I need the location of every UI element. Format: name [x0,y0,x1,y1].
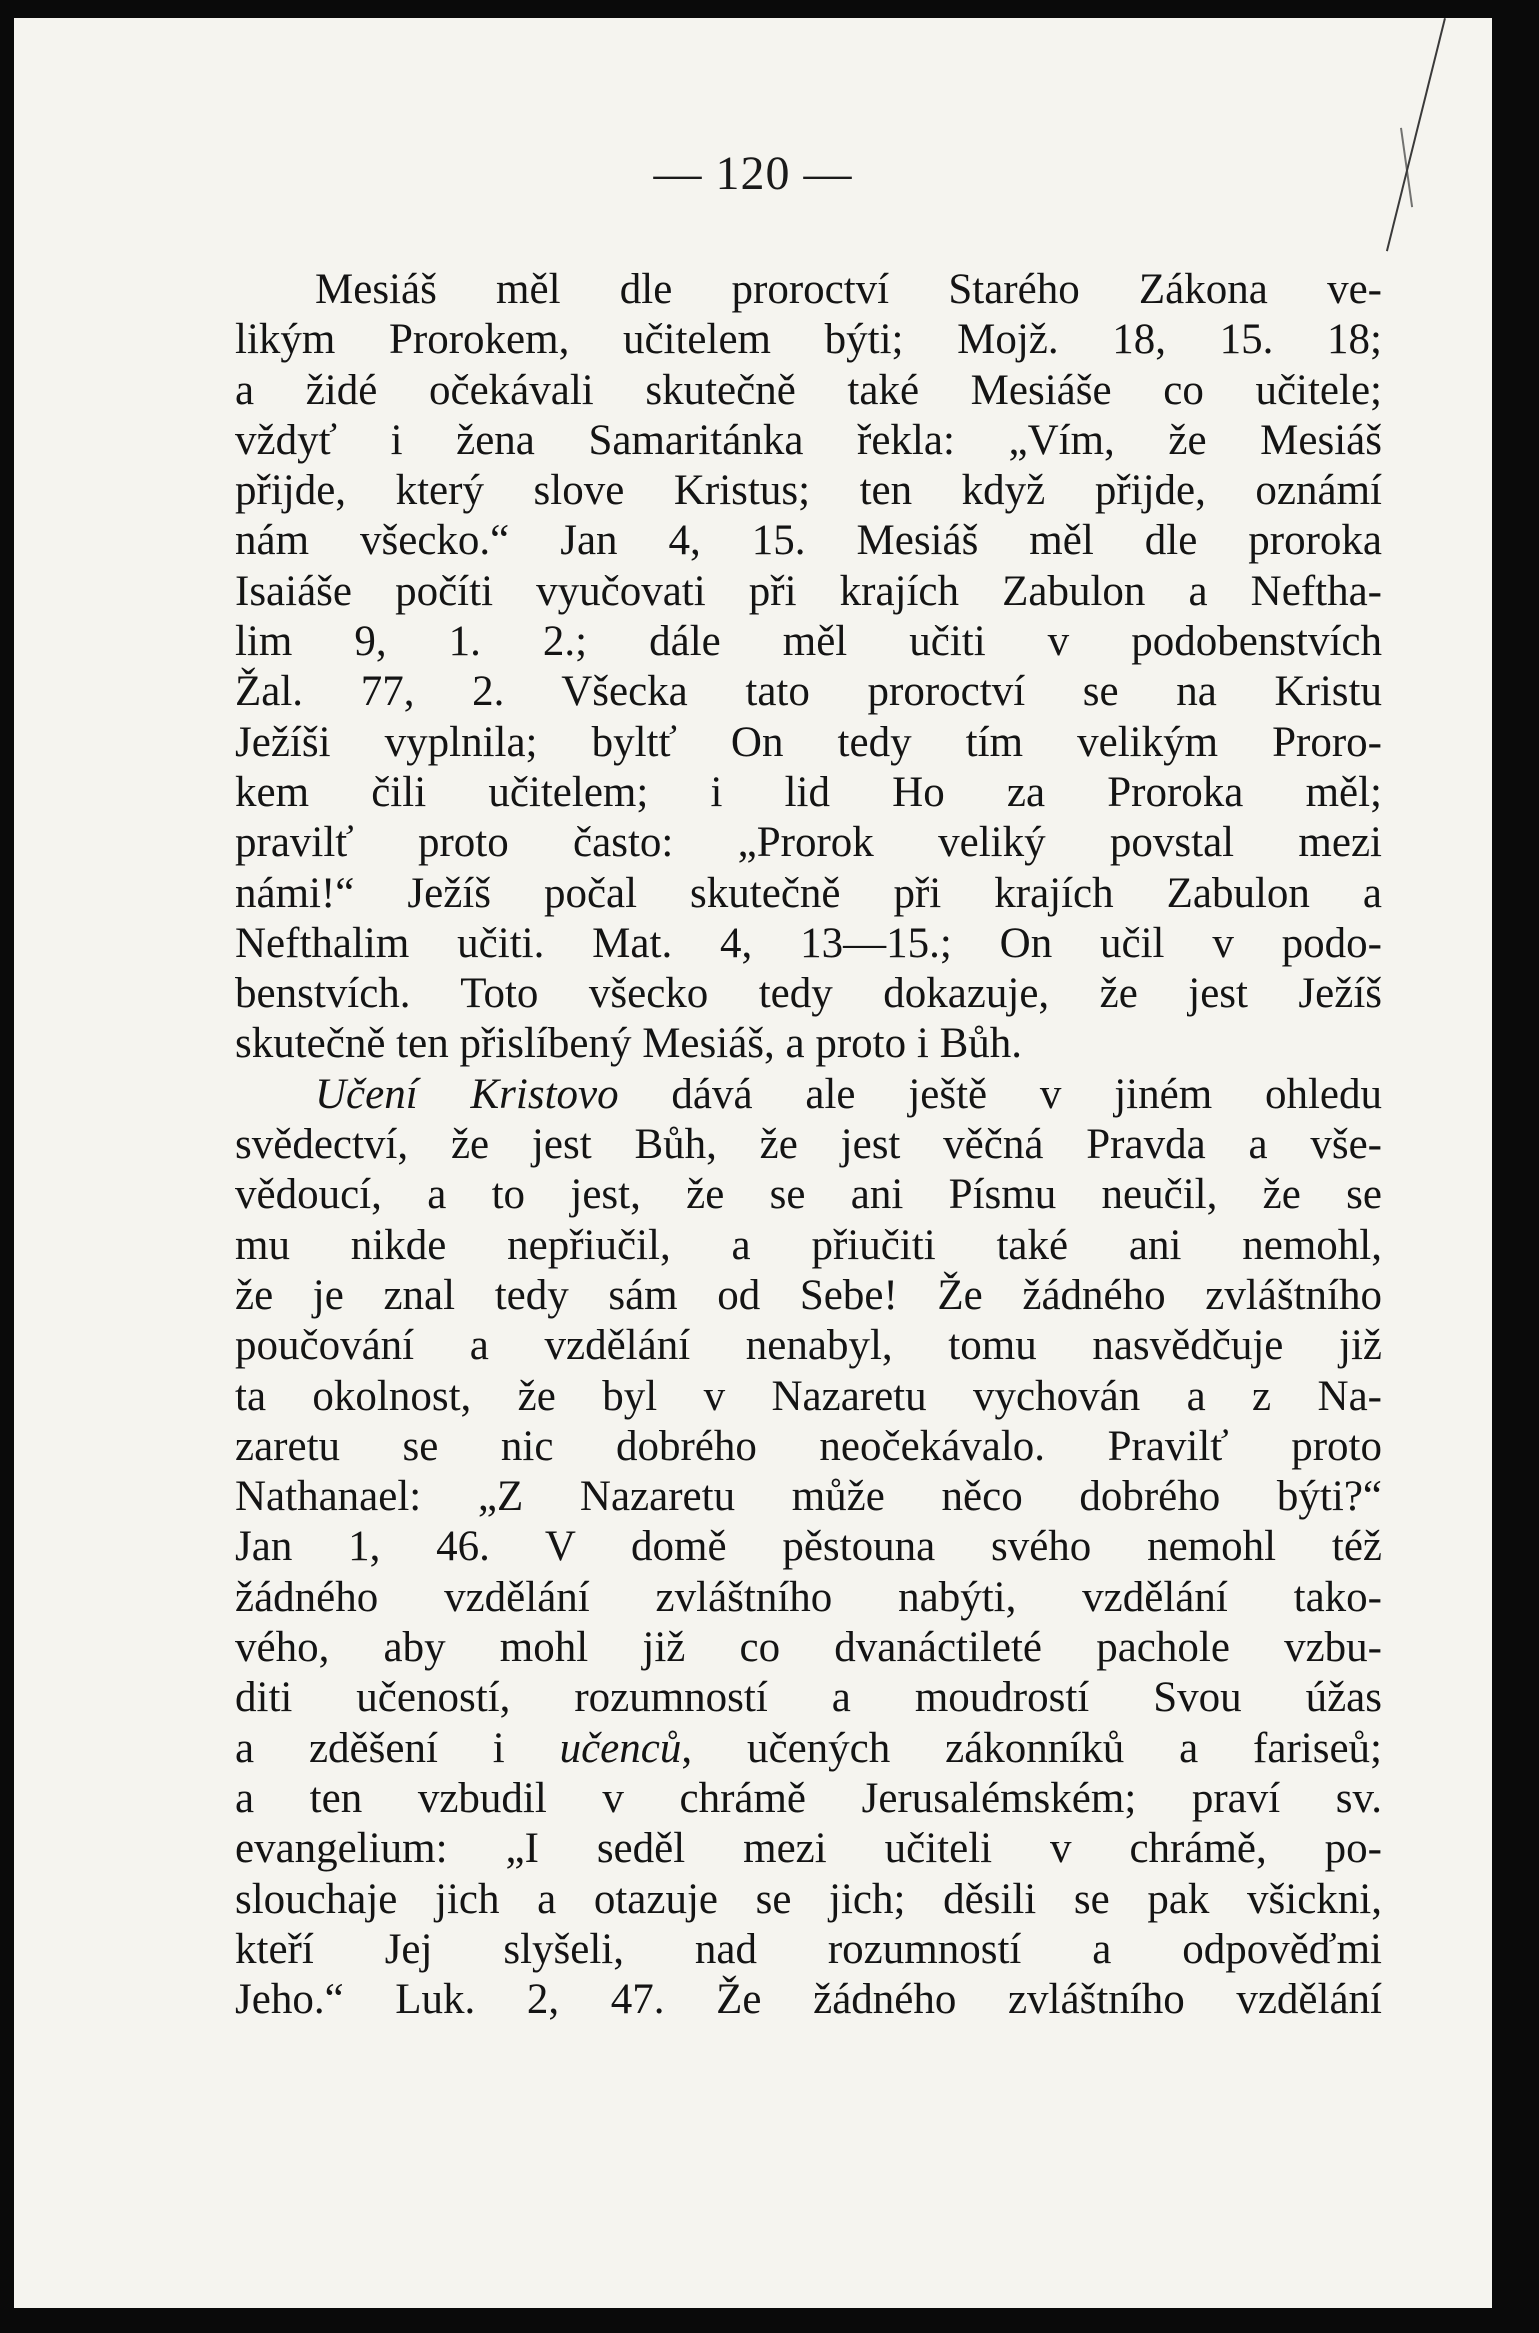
text-line: skutečně ten přislíbený Mesiáš, a proto i Bůh. [235,1020,1022,1068]
book-page [14,18,1492,2308]
text-line: kteří Jej slyšeli, nad rozumností a odpověďmi [235,1925,1382,1973]
text-line: Jeho.“ Luk. 2, 47. Že žádného zvláštního vzdělání [235,1976,1382,2024]
text-fragment: dává ale ještě v jiném ohledu [618,1070,1382,1118]
text-line: poučování a vzdělání nenabyl, tomu nasvědčuje již [235,1322,1382,1370]
text-line: pravilť proto často: „Prorok veliký povstal mezi [235,819,1382,867]
text-line: Isaiáše počíti vyučovati při krajích Zabulon a Neftha- [235,567,1382,615]
text-line: slouchaje jich a otazuje se jich; děsili se pak všickni, [235,1875,1382,1923]
text-line: žádného vzdělání zvláštního nabýti, vzdělání tako- [235,1573,1382,1621]
text-line: Žal. 77, 2. Všecka tato proroctví se na Kristu [235,668,1382,716]
text-line: zaretu se nic dobrého neočekávalo. Pravilť proto [235,1422,1382,1470]
text-fragment: a zděšení i [235,1724,560,1772]
text-line: evangelium: „I seděl mezi učiteli v chrámě, po- [235,1825,1382,1873]
text-line: kem čili učitelem; i lid Ho za Proroka měl; [235,768,1382,816]
text-line [235,1724,1382,1774]
text-line: přijde, který slove Kristus; ten když přijde, oznámí [235,467,1382,515]
text-line: Ježíši vyplnila; byltť On tedy tím velikým Proro- [235,718,1382,766]
body-text [235,265,1382,2025]
text-line: svědectví, že jest Bůh, že jest věčná Pravda a vše- [235,1121,1382,1169]
text-line: lim 9, 1. 2.; dále měl učiti v podobenstvích [235,618,1382,666]
text-line: že je znal tedy sám od Sebe! Že žádného zvláštního [235,1271,1382,1319]
text-line: námi!“ Ježíš počal skutečně při krajích Zabulon a [235,869,1382,917]
paper-crease-line [1386,18,1446,251]
text-line: vědoucí, a to jest, že se ani Písmu neučil, že se [235,1171,1382,1219]
text-line: a ten vzbudil v chrámě Jerusalémském; praví sv. [235,1774,1382,1822]
text-line: Nefthalim učiti. Mat. 4, 13—15.; On učil v podo- [235,919,1382,967]
text-line: benstvích. Toto všecko tedy dokazuje, že jest Ježíš [235,970,1382,1018]
text-line: Jan 1, 46. V domě pěstouna svého nemohl též [235,1523,1382,1571]
text-line: diti učeností, rozumností a moudrostí Svou úžas [235,1674,1382,1722]
text-line [235,1070,1382,1120]
text-fragment: , učených zákonníků a fariseů; [681,1724,1382,1772]
text-line: Nathanael: „Z Nazaretu může něco dobrého býti?“ [235,1473,1382,1521]
text-line: ta okolnost, že byl v Nazaretu vychován a z Na- [235,1372,1382,1420]
italic-word: učenců [559,1724,682,1772]
text-line: Mesiáš měl dle proroctví Starého Zákona ve- [315,266,1382,313]
text-line: mu nikde nepřiučil, a přiučiti také ani nemohl, [235,1221,1382,1269]
text-line: a židé očekávali skutečně také Mesiáše co učitele; [235,366,1382,414]
italic-phrase: Učení Kristovo [315,1070,619,1118]
text-line: likým Prorokem, učitelem býti; Mojž. 18, 15. 18; [235,316,1382,364]
text-line: vždyť i žena Samaritánka řekla: „Vím, že Mesiáš [235,416,1382,464]
text-line: vého, aby mohl již co dvanáctileté pachole vzbu- [235,1624,1382,1672]
text-line: nám všecko.“ Jan 4, 15. Mesiáš měl dle proroka [235,517,1382,565]
page-number: — 120 — [653,147,853,200]
